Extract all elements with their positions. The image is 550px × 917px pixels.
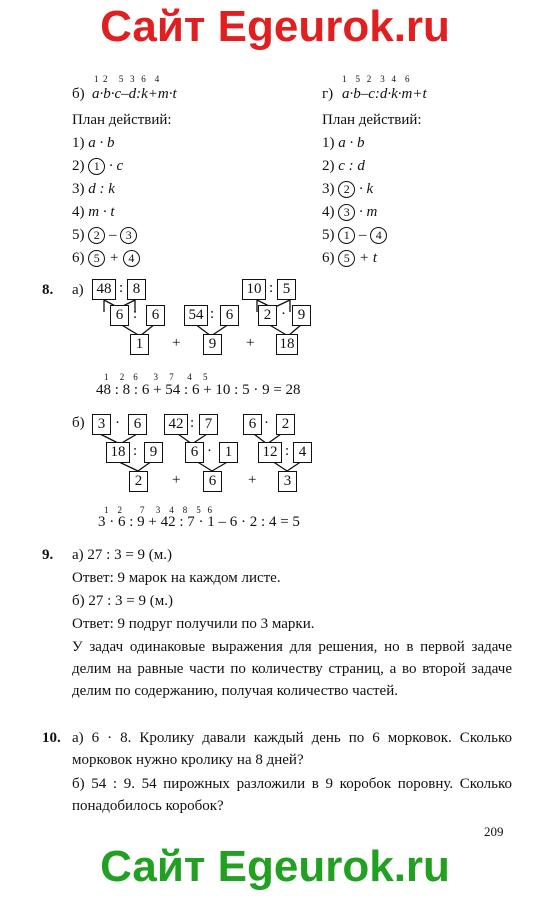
- step-expression: d : k: [88, 181, 115, 197]
- operator: +: [246, 335, 255, 351]
- ex9a-solution: а) 27 : 3 = 9 (м.): [72, 547, 173, 563]
- step-number: 5): [72, 227, 89, 243]
- number-box: 6: [185, 442, 204, 463]
- ex10a-text: а) 6 · 8. Кролику давали каждый день по 6 морковок. Сколько морковок нужно кролику на 8 дней?: [72, 730, 512, 768]
- number-box: 3: [92, 414, 111, 435]
- ex9-note: У задач одинаковые выражения для решения, но в первой задаче делим на равные части по количеству страниц, а во второй задаче делим по содержанию, получая количество частей.: [72, 639, 512, 699]
- circled-step-ref: 1: [88, 158, 105, 175]
- step-number: 2): [322, 158, 339, 174]
- operator: :: [119, 280, 124, 296]
- operator: ·: [115, 415, 120, 431]
- number-box: 2: [276, 414, 295, 435]
- number-box: 6: [243, 414, 262, 435]
- circled-step-ref: 1: [338, 227, 355, 244]
- ex8a-equation: 48 : 8 : 6 + 54 : 6 + 10 : 5 · 9 = 28: [96, 382, 301, 398]
- step-expression: a · b: [338, 135, 365, 151]
- number-box: 6: [110, 305, 129, 326]
- ex8-number: 8.: [42, 282, 54, 298]
- operator: ·: [264, 415, 269, 431]
- number-box: 6: [146, 305, 165, 326]
- operator: ·: [207, 443, 212, 459]
- number-box: 2: [129, 471, 148, 492]
- step-operation: –: [355, 227, 371, 243]
- step-number: 4): [72, 204, 89, 220]
- ex7g-plan-title: План действий:: [322, 112, 422, 128]
- step-number: 1): [72, 135, 89, 151]
- operator: ·: [281, 306, 286, 322]
- site-watermark-bottom: Сайт Egeurok.ru: [100, 842, 450, 891]
- step-expression: a · b: [88, 135, 115, 151]
- circled-step-ref: 4: [123, 250, 140, 267]
- operator: +: [172, 335, 181, 351]
- number-box: 12: [258, 442, 282, 463]
- operator: :: [285, 443, 290, 459]
- operator: :: [133, 306, 138, 322]
- step-number: 6): [72, 250, 89, 266]
- step-number: 1): [322, 135, 339, 151]
- order-numbers: 1 5 2 3 4 6: [342, 74, 410, 84]
- number-box: 18: [276, 334, 298, 355]
- circled-step-ref: 5: [88, 250, 105, 267]
- number-box: 2: [258, 305, 277, 326]
- ex7g-expression: a·b–c:d·k·m+t: [342, 86, 427, 102]
- step-number: 3): [72, 181, 89, 197]
- number-box: 10: [242, 279, 266, 300]
- step-operation: · k: [355, 181, 374, 197]
- operator: +: [172, 472, 181, 488]
- number-box: 48: [92, 279, 116, 300]
- site-watermark-top: Сайт Egeurok.ru: [100, 2, 450, 51]
- circled-step-ref: 3: [338, 204, 355, 221]
- operator: :: [269, 280, 274, 296]
- ex8a-label: а): [72, 282, 84, 298]
- step-number: 5): [322, 227, 339, 243]
- step-operation: + t: [355, 250, 378, 266]
- circled-step-ref: 2: [88, 227, 105, 244]
- number-box: 18: [106, 442, 130, 463]
- ex7b-expression: a·b·c–d:k+m·t: [92, 86, 177, 102]
- ex7b-label: б): [72, 86, 85, 102]
- number-box: 7: [199, 414, 218, 435]
- ex8b-equation: 3 · 6 : 9 + 42 : 7 · 1 – 6 · 2 : 4 = 5: [98, 514, 300, 530]
- number-box: 9: [144, 442, 163, 463]
- ex8b-label: б): [72, 415, 85, 431]
- ex9-number: 9.: [42, 547, 54, 563]
- step-operation: –: [105, 227, 121, 243]
- ex7g-label: г): [322, 86, 334, 102]
- number-box: 9: [203, 334, 222, 355]
- ex10b-text: б) 54 : 9. 54 пирожных разложили в 9 коробок поровну. Сколько понадобилось коробок?: [72, 776, 512, 814]
- step-operation: +: [105, 250, 123, 266]
- step-number: 4): [322, 204, 339, 220]
- order-numbers: 1 2 7 3 4 8 5 6: [104, 505, 212, 515]
- operator: :: [133, 443, 138, 459]
- number-box: 42: [164, 414, 188, 435]
- number-box: 8: [127, 279, 146, 300]
- number-box: 5: [277, 279, 296, 300]
- number-box: 1: [219, 442, 238, 463]
- operator: :: [210, 306, 215, 322]
- circled-step-ref: 5: [338, 250, 355, 267]
- ex9a-answer: Ответ: 9 марок на каждом листе.: [72, 570, 281, 586]
- order-numbers: 1 2 5 3 6 4: [94, 74, 160, 84]
- ex10-number: 10.: [42, 730, 61, 746]
- operator: :: [190, 415, 195, 431]
- number-box: 3: [278, 471, 297, 492]
- number-box: 6: [203, 471, 222, 492]
- number-box: 9: [292, 305, 311, 326]
- number-box: 1: [130, 334, 149, 355]
- step-number: 2): [72, 158, 89, 174]
- circled-step-ref: 3: [120, 227, 137, 244]
- circled-step-ref: 4: [370, 227, 387, 244]
- ex7b-plan-title: План действий:: [72, 112, 172, 128]
- number-box: 54: [184, 305, 208, 326]
- step-number: 6): [322, 250, 339, 266]
- number-box: 6: [128, 414, 147, 435]
- page-number: 209: [484, 824, 504, 839]
- order-numbers: 1 2 6 3 7 4 5: [104, 372, 208, 382]
- step-operation: · c: [105, 158, 124, 174]
- step-expression: m · t: [88, 204, 115, 220]
- circled-step-ref: 2: [338, 181, 355, 198]
- number-box: 6: [220, 305, 239, 326]
- step-operation: · m: [355, 204, 378, 220]
- operator: +: [248, 472, 257, 488]
- ex9b-answer: Ответ: 9 подруг получили по 3 марки.: [72, 616, 315, 632]
- ex9b-solution: б) 27 : 3 = 9 (м.): [72, 593, 173, 609]
- step-expression: c : d: [338, 158, 365, 174]
- step-number: 3): [322, 181, 339, 197]
- number-box: 4: [293, 442, 312, 463]
